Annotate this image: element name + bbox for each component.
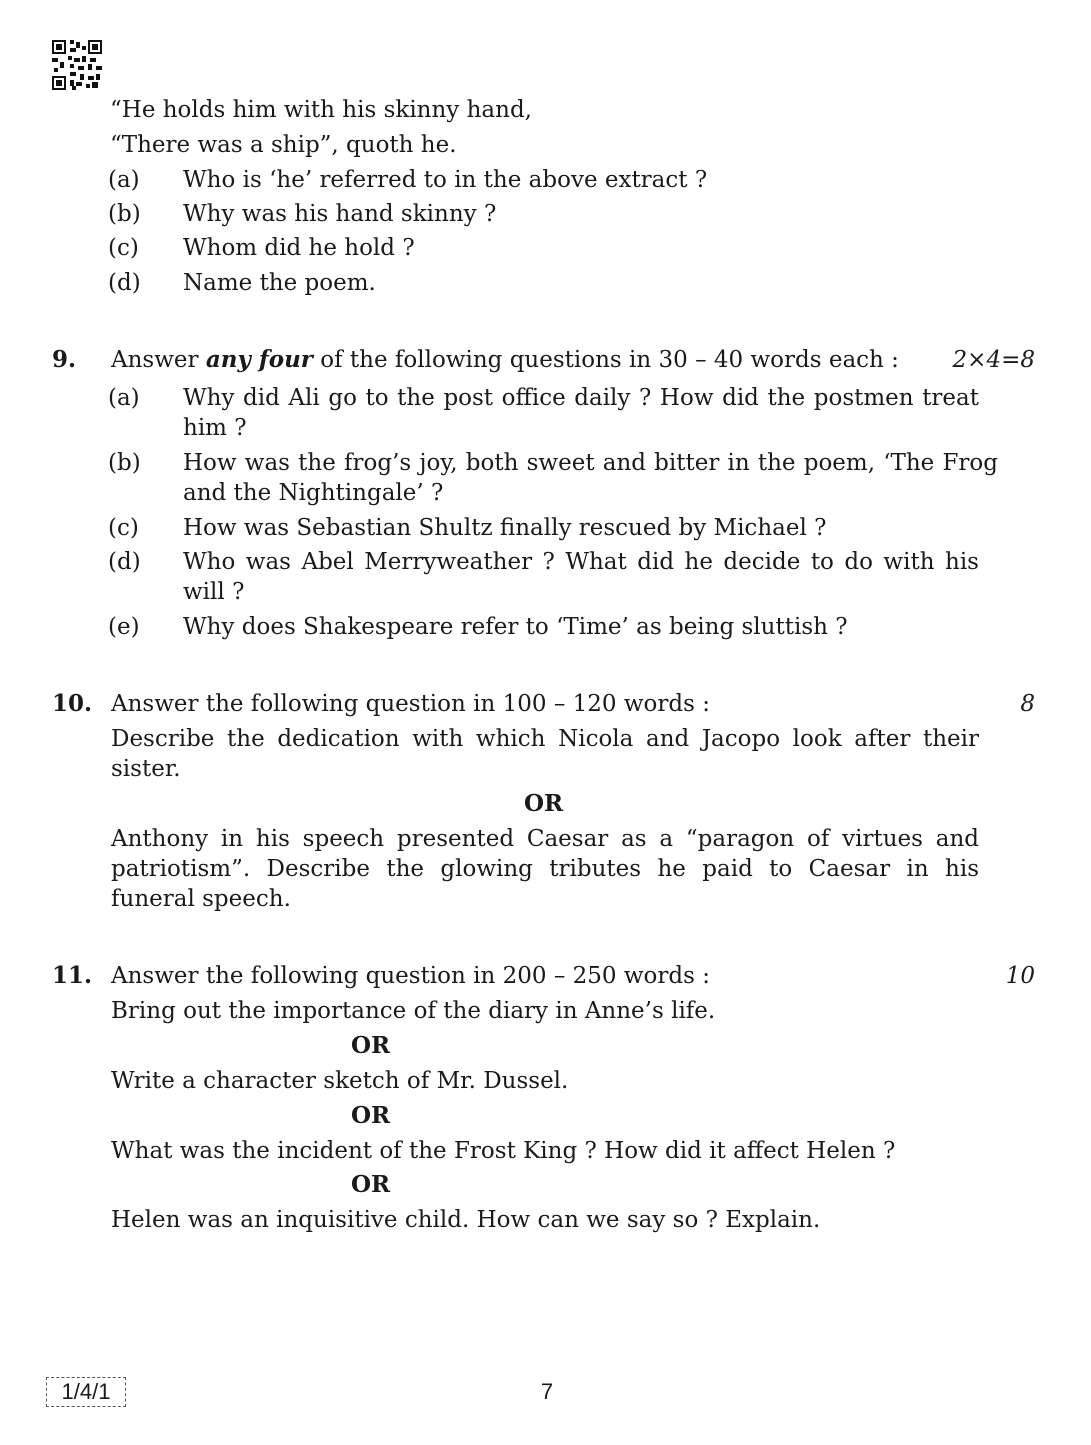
question-10-number: 10.	[52, 690, 93, 717]
extract-line-1: “He holds him with his skinny hand,	[110, 97, 532, 123]
q9-item-e-text: Why does Shakespeare refer to ‘Time’ as being sluttish ?	[183, 614, 848, 640]
question-10-prompt: Answer the following question in 100 – 120 words :	[111, 691, 710, 717]
question-11-number: 11.	[52, 962, 93, 989]
question-10-option-2: Anthony in his speech presented Caesar as a “paragon of virtues and patriotism”. Describe the glowing tributes he paid to Caesar in his funeral speech.	[111, 826, 979, 912]
q9-item-c-label: (c)	[108, 515, 139, 541]
extract-item-a-text: Who is ‘he’ referred to in the above extract ?	[183, 167, 708, 193]
question-11-prompt: Answer the following question in 200 – 250 words :	[111, 963, 710, 989]
question-11-option-4: Helen was an inquisitive child. How can we say so ? Explain.	[111, 1207, 821, 1233]
q9-item-e-label: (e)	[108, 614, 140, 640]
question-10-or: OR	[524, 790, 564, 817]
question-11-or-1: OR	[351, 1032, 391, 1059]
question-11-or-3: OR	[351, 1171, 391, 1198]
page-number: 7	[540, 1379, 554, 1404]
question-9-emphasis: any four	[205, 346, 313, 373]
q9-item-b-label: (b)	[108, 450, 141, 476]
question-10-marks: 8	[1020, 691, 1035, 717]
extract-item-c-text: Whom did he hold ?	[183, 235, 415, 261]
qr-code-icon	[52, 40, 102, 90]
extract-item-d-text: Name the poem.	[183, 270, 376, 296]
q9-item-a-label: (a)	[108, 385, 140, 411]
extract-item-b-label: (b)	[108, 201, 141, 227]
question-11-option-1: Bring out the importance of the diary in Anne’s life.	[111, 998, 716, 1024]
question-11-or-2: OR	[351, 1102, 391, 1129]
paper-code: 1/4/1	[46, 1377, 126, 1407]
extract-item-a-label: (a)	[108, 167, 140, 193]
extract-line-2: “There was a ship”, quoth he.	[110, 132, 457, 158]
question-11-option-2: Write a character sketch of Mr. Dussel.	[111, 1068, 569, 1094]
q9-item-a-text: Why did Ali go to the post office daily ? How did the postmen treat him ?	[183, 385, 979, 441]
q9-item-d-text: Who was Abel Merryweather ? What did he decide to do with his will ?	[183, 549, 979, 605]
question-10-option-1: Describe the dedication with which Nicola and Jacopo look after their sister.	[111, 726, 979, 782]
question-11-marks: 10	[1005, 963, 1035, 989]
extract-item-c-label: (c)	[108, 235, 139, 261]
question-9-prompt: Answer any four of the following questions in 30 – 40 words each :	[111, 346, 899, 373]
question-11-option-3: What was the incident of the Frost King ? How did it affect Helen ?	[111, 1138, 896, 1164]
q9-item-d-label: (d)	[108, 549, 141, 575]
extract-item-d-label: (d)	[108, 270, 141, 296]
question-9-marks: 2×4=8	[952, 347, 1035, 373]
q9-item-c-text: How was Sebastian Shultz finally rescued by Michael ?	[183, 515, 827, 541]
q9-item-b-text: How was the frog’s joy, both sweet and bitter in the poem, ‘The Frog and the Nightingale’ ?	[183, 450, 998, 506]
extract-item-b-text: Why was his hand skinny ?	[183, 201, 497, 227]
question-9-number: 9.	[52, 346, 77, 373]
